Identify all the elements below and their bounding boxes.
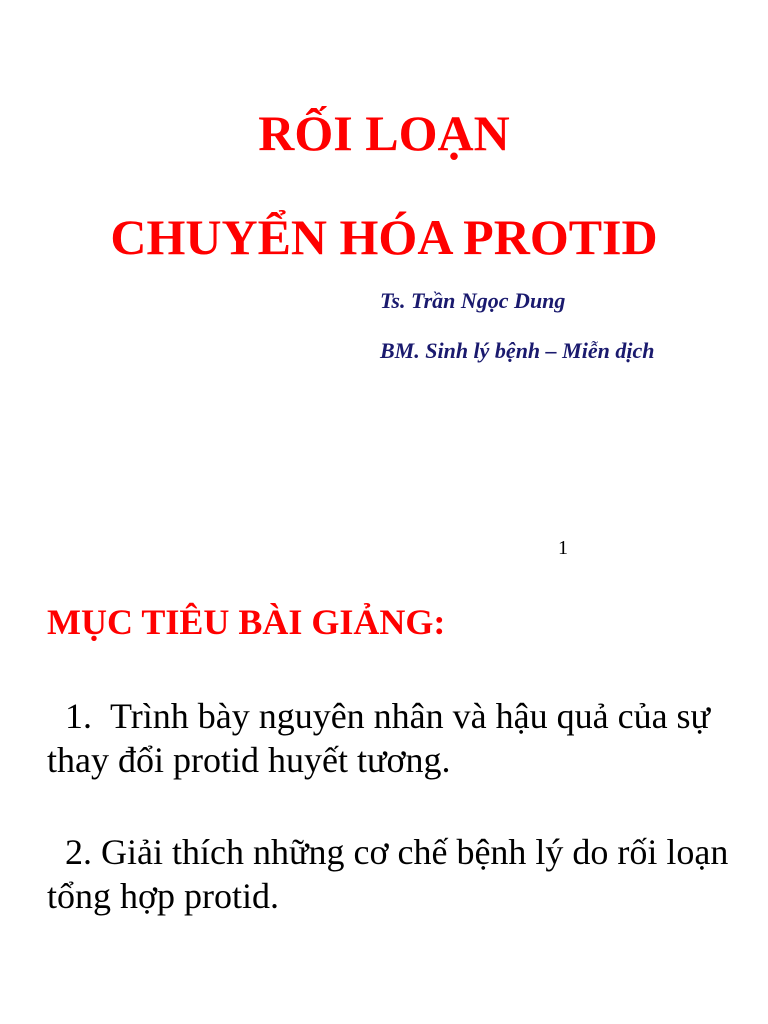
objective-number-1: 1.: [65, 696, 92, 736]
objective-text-2: Giải thích những cơ chế bệnh lý do rối loạn tổng hợp protid.: [47, 832, 729, 916]
author-department: BM. Sinh lý bệnh – Miễn dịch: [380, 338, 655, 363]
page-number: 1: [558, 537, 568, 559]
objective-item-1: [47, 694, 762, 782]
objective-number-2: 2.: [65, 832, 92, 872]
objective-item-2: [47, 830, 762, 918]
objectives-heading: MỤC TIÊU BÀI GIẢNG:: [47, 602, 446, 642]
title-line-1: RỐI LOẠN: [258, 105, 510, 161]
title-line-2: CHUYỂN HÓA PROTID: [110, 209, 658, 265]
objective-text-1: Trình bày nguyên nhân và hậu quả của sự thay đổi protid huyết tương.: [47, 696, 711, 780]
author-name: Ts. Trần Ngọc Dung: [380, 288, 566, 313]
